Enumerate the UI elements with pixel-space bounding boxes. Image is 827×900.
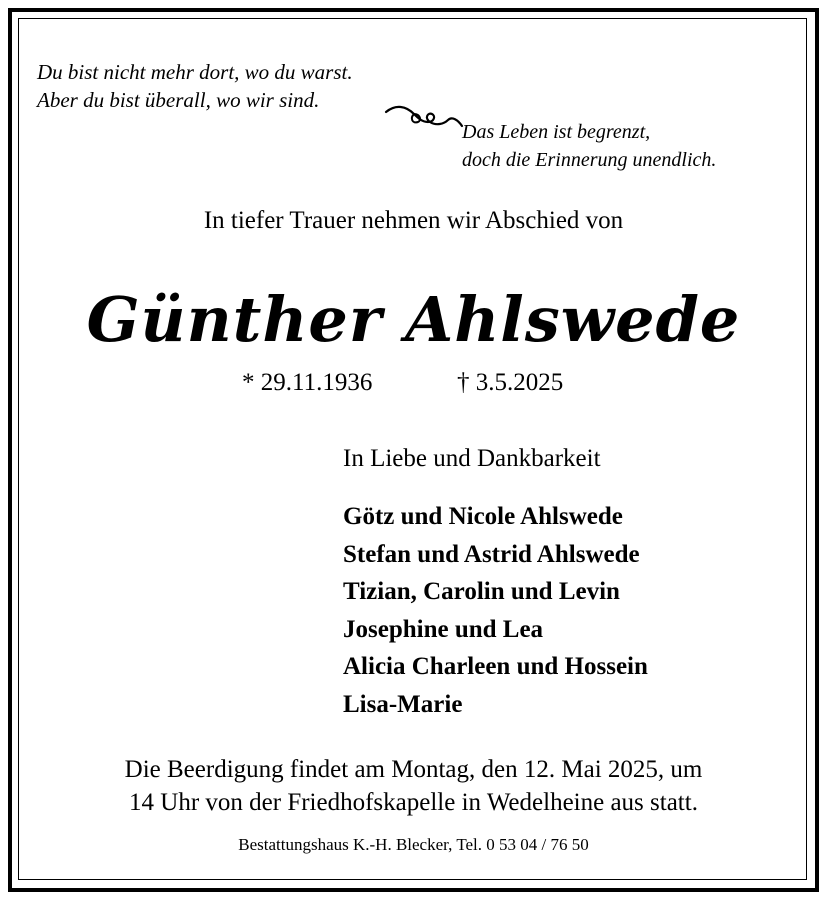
mourner-name: Tizian, Carolin und Levin	[343, 578, 620, 605]
quote-right-line1: Das Leben ist begrenzt,	[462, 121, 651, 143]
quote-left-line2: Aber du bist überall, wo wir sind.	[37, 88, 320, 112]
quote-left	[37, 58, 353, 114]
deceased-name: Günther Ahlswede	[86, 283, 741, 356]
quote-left-line1: Du bist nicht mehr dort, wo du warst.	[37, 60, 353, 84]
intro-text: In tiefer Trauer nehmen wir Abschied von	[203, 207, 624, 234]
mourner-name: Götz und Nicole Ahlswede	[343, 503, 623, 530]
quote-right	[462, 118, 716, 174]
death-date: † 3.5.2025	[457, 369, 564, 396]
quote-right-line2: doch die Erinnerung unendlich.	[462, 149, 717, 171]
mourner-name: Stefan und Astrid Ahlswede	[343, 540, 640, 568]
birth-date: * 29.11.1936	[242, 369, 373, 396]
mourner-name: Josephine und Lea	[343, 615, 544, 643]
mourners-heading: In Liebe und Dankbarkeit	[343, 445, 601, 472]
funeral-info	[0, 753, 827, 819]
mourner-name: Alicia Charleen und Hossein	[343, 653, 648, 680]
funeral-line1: Die Beerdigung findet am Montag, den 12. Mai 2025, um	[124, 756, 703, 783]
flourish-ornament	[384, 102, 464, 134]
funeral-line2: 14 Uhr von der Friedhofskapelle in Wedelheine aus statt.	[129, 789, 698, 816]
undertaker-info: Bestattungshaus K.-H. Blecker, Tel. 0 53 04 / 76 50	[238, 835, 589, 854]
mourners-list	[343, 498, 648, 723]
mourner-name: Lisa-Marie	[343, 690, 463, 718]
